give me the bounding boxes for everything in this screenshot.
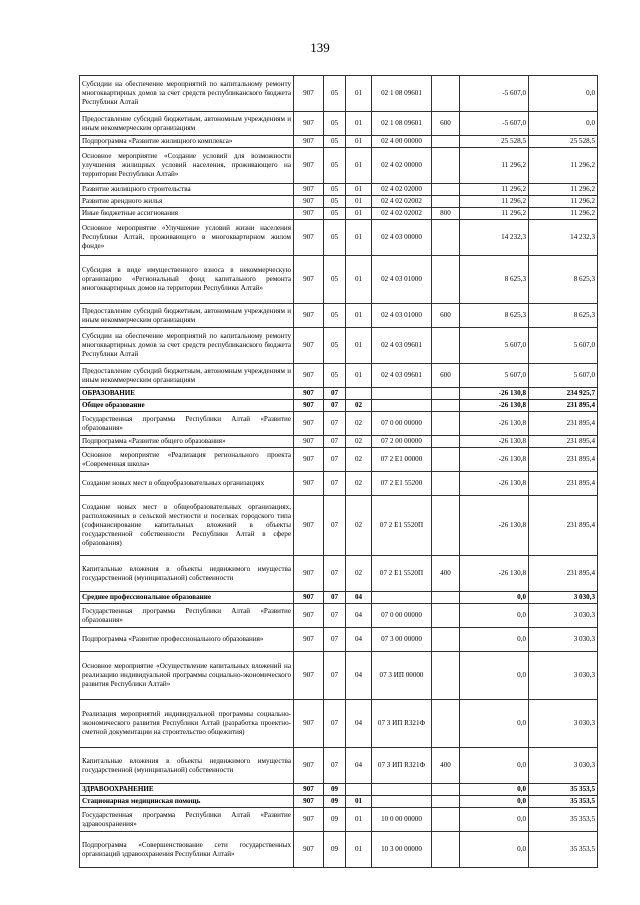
row-csr: 07 2 E1 00000 [372,448,432,472]
row-rz: 07 [324,652,346,700]
table-row [80,208,598,220]
row-csr: 02 1 08 09601 [372,112,432,136]
row-vr [432,472,460,496]
row-name: Предоставление субсидий бюджетным, автономным учреждениям и иным некоммерческим организациям [80,364,294,388]
row-name: Развитие жилищного строительства [80,184,294,196]
row-sum2: 5 607,0 [529,328,598,364]
row-name: Основное мероприятие «Улучшение условий жизни населения Республики Алтай, проживающего в многоквартирном жилом фонде» [80,220,294,256]
row-vr [432,136,460,148]
table-row [80,184,598,196]
row-vr [432,592,460,604]
row-rz: 05 [324,220,346,256]
row-sum1: 0,0 [460,832,529,868]
row-rz: 05 [324,148,346,184]
row-gr: 907 [294,364,324,388]
row-sum2: 3 030,3 [529,628,598,652]
table-row [80,652,598,700]
row-pr: 01 [346,184,372,196]
row-csr: 02 4 03 01000 [372,304,432,328]
row-vr [432,808,460,832]
row-name: Подпрограмма «Развитие общего образования» [80,436,294,448]
row-sum2: 3 030,3 [529,700,598,748]
row-sum1: 5 607,0 [460,328,529,364]
row-vr [432,388,460,400]
row-gr: 907 [294,148,324,184]
row-sum2: 231 895,4 [529,496,598,556]
table-row [80,448,598,472]
row-rz: 07 [324,628,346,652]
row-gr: 907 [294,76,324,112]
row-rz: 05 [324,184,346,196]
row-sum2: 11 296,2 [529,148,598,184]
row-name: Субсидии на обеспечение мероприятий по капитальному ремонту многоквартирных домов за счет средств республиканского бюджета Республики Алтай [80,328,294,364]
row-name: Субсидии на обеспечение мероприятий по капитальному ремонту многоквартирных домов за счет средств республиканского бюджета Республики Алтай [80,76,294,112]
row-csr: 07 2 E1 5520П [372,496,432,556]
table-row [80,472,598,496]
row-rz: 09 [324,796,346,808]
row-vr: 600 [432,364,460,388]
row-vr [432,196,460,208]
row-gr: 907 [294,328,324,364]
row-rz: 09 [324,808,346,832]
row-vr [432,328,460,364]
row-sum2: 231 895,4 [529,556,598,592]
row-pr: 01 [346,328,372,364]
row-name: Подпрограмма «Развитие жилищного комплекса» [80,136,294,148]
table-row [80,304,598,328]
row-sum1: 11 296,2 [460,208,529,220]
row-vr [432,76,460,112]
row-gr: 907 [294,388,324,400]
row-name: Капитальные вложения в объекты недвижимого имущества государственной (муниципальной) собственности [80,748,294,784]
row-csr: 02 4 03 00000 [372,220,432,256]
row-vr [432,220,460,256]
row-name: ЗДРАВООХРАНЕНИЕ [80,784,294,796]
table-row [80,256,598,304]
row-sum1: 25 528,5 [460,136,529,148]
row-name: Создание новых мест в общеобразовательных организациях, расположенных в сельской местности и поселках городского типа (софинансирование капитальных вложений в объекты государственной собственности Республики Алтай в сфере образования) [80,496,294,556]
row-csr: 07 3 ИП R321Ф [372,748,432,784]
row-vr [432,412,460,436]
table-row [80,412,598,436]
row-csr: 07 2 E1 55200 [372,472,432,496]
row-pr: 02 [346,412,372,436]
row-gr: 907 [294,796,324,808]
table-row [80,436,598,448]
row-rz: 07 [324,748,346,784]
row-sum2: 3 030,3 [529,592,598,604]
table-row [80,796,598,808]
row-csr [372,400,432,412]
row-rz: 07 [324,388,346,400]
row-gr: 907 [294,748,324,784]
table-row [80,700,598,748]
row-sum1: 8 625,3 [460,304,529,328]
row-sum1: 0,0 [460,796,529,808]
row-sum1: 11 296,2 [460,196,529,208]
row-gr: 907 [294,832,324,868]
row-sum1: 0,0 [460,808,529,832]
row-sum2: 3 030,3 [529,748,598,784]
table-row [80,112,598,136]
row-pr: 04 [346,592,372,604]
row-sum2: 11 296,2 [529,184,598,196]
row-sum2: 35 353,5 [529,784,598,796]
row-vr: 600 [432,112,460,136]
row-csr: 02 4 03 09601 [372,364,432,388]
row-sum2: 231 895,4 [529,448,598,472]
row-gr: 907 [294,472,324,496]
row-sum2: 3 030,3 [529,604,598,628]
row-rz: 05 [324,136,346,148]
row-gr: 907 [294,652,324,700]
row-gr: 907 [294,448,324,472]
row-rz: 07 [324,472,346,496]
row-vr [432,496,460,556]
row-sum1: 0,0 [460,592,529,604]
row-sum1: 11 296,2 [460,148,529,184]
row-sum2: 0,0 [529,112,598,136]
row-rz: 05 [324,328,346,364]
row-gr: 907 [294,808,324,832]
row-name: Основное мероприятие «Реализация регионального проекта «Современная школа» [80,448,294,472]
row-gr: 907 [294,436,324,448]
row-name: Развитие арендного жилья [80,196,294,208]
row-csr: 10 0 00 00000 [372,808,432,832]
row-name: Иные бюджетные ассигнования [80,208,294,220]
row-pr: 01 [346,364,372,388]
table-row [80,76,598,112]
row-sum2: 0,0 [529,76,598,112]
row-pr: 02 [346,400,372,412]
row-csr: 02 4 03 09601 [372,328,432,364]
row-gr: 907 [294,304,324,328]
row-name: Государственная программа Республики Алтай «Развитие образования» [80,412,294,436]
row-pr: 04 [346,604,372,628]
row-csr: 02 4 03 01000 [372,256,432,304]
row-sum1: 0,0 [460,652,529,700]
row-name: Основное мероприятие «Осуществление капитальных вложений на реализацию индивидуальной программы социально-экономического развития Республики Алтай» [80,652,294,700]
row-gr: 907 [294,256,324,304]
row-sum1: -5 607,0 [460,76,529,112]
row-vr [432,148,460,184]
row-pr: 04 [346,700,372,748]
row-sum1: 0,0 [460,784,529,796]
row-gr: 907 [294,208,324,220]
row-csr: 07 2 00 00000 [372,436,432,448]
row-name: Основное мероприятие «Создание условий для возможности улучшения жилищных условий населения, проживающего на территории Республики Алтай» [80,148,294,184]
row-csr [372,388,432,400]
row-sum1: -26 130,8 [460,556,529,592]
row-name: Подпрограмма «Совершенствование сети государственных организаций здравоохранения Республики Алтай» [80,832,294,868]
row-sum2: 35 353,5 [529,832,598,868]
table-row [80,388,598,400]
row-name: Государственная программа Республики Алтай «Развитие здравоохранения» [80,808,294,832]
row-vr [432,628,460,652]
row-vr [432,256,460,304]
row-rz: 09 [324,832,346,868]
table-row [80,148,598,184]
row-sum2: 25 528,5 [529,136,598,148]
row-csr [372,796,432,808]
row-vr [432,796,460,808]
row-sum1: -26 130,8 [460,436,529,448]
row-vr: 400 [432,748,460,784]
row-pr [346,784,372,796]
row-pr: 01 [346,796,372,808]
row-sum2: 5 607,0 [529,364,598,388]
row-name: Стационарная медицинская помощь [80,796,294,808]
row-pr: 04 [346,652,372,700]
row-rz: 07 [324,400,346,412]
row-csr: 02 4 02 00000 [372,148,432,184]
row-rz: 07 [324,556,346,592]
row-rz: 07 [324,700,346,748]
row-vr [432,784,460,796]
table-row [80,628,598,652]
row-pr: 04 [346,748,372,784]
row-name: Капитальные вложения в объекты недвижимого имущества государственной (муниципальной) собственности [80,556,294,592]
row-sum1: -26 130,8 [460,412,529,436]
row-rz: 07 [324,448,346,472]
row-pr: 02 [346,472,372,496]
row-sum1: -26 130,8 [460,448,529,472]
row-sum1: -26 130,8 [460,400,529,412]
row-vr: 400 [432,556,460,592]
row-sum2: 231 895,4 [529,412,598,436]
page-number: 139 [310,40,330,55]
row-rz: 07 [324,496,346,556]
row-sum1: 5 607,0 [460,364,529,388]
row-gr: 907 [294,136,324,148]
row-sum2: 11 296,2 [529,196,598,208]
row-csr: 07 0 00 00000 [372,604,432,628]
table-row [80,136,598,148]
row-rz: 05 [324,208,346,220]
row-sum2: 35 353,5 [529,796,598,808]
row-sum1: -26 130,8 [460,496,529,556]
row-sum1: -5 607,0 [460,112,529,136]
row-sum1: 11 296,2 [460,184,529,196]
row-sum1: 14 232,3 [460,220,529,256]
row-name: Реализация мероприятий индивидуальной программы социально-экономического развития Республики Алтай (разработка проектно-сметной документации на строительство общежития) [80,700,294,748]
row-sum1: 0,0 [460,628,529,652]
table-row [80,556,598,592]
budget-table [79,75,598,868]
row-gr: 907 [294,220,324,256]
row-sum2: 231 895,4 [529,472,598,496]
row-sum1: 0,0 [460,604,529,628]
row-rz: 05 [324,364,346,388]
row-csr [372,784,432,796]
row-gr: 907 [294,400,324,412]
table-row [80,748,598,784]
table-row [80,196,598,208]
row-pr [346,388,372,400]
row-sum2: 14 232,3 [529,220,598,256]
row-name: Среднее профессиональное образование [80,592,294,604]
row-sum1: 8 625,3 [460,256,529,304]
row-csr: 07 0 00 00000 [372,412,432,436]
row-pr: 02 [346,496,372,556]
row-rz: 09 [324,784,346,796]
row-name: Подпрограмма «Развитие профессионального образования» [80,628,294,652]
row-rz: 07 [324,436,346,448]
row-csr: 02 4 02 02002 [372,208,432,220]
row-pr: 01 [346,76,372,112]
row-name: Предоставление субсидий бюджетным, автономным учреждениям и иным некоммерческим организациям [80,112,294,136]
row-vr: 600 [432,304,460,328]
row-vr: 800 [432,208,460,220]
row-gr: 907 [294,784,324,796]
row-rz: 07 [324,412,346,436]
row-gr: 907 [294,604,324,628]
row-pr: 01 [346,208,372,220]
row-sum2: 35 353,5 [529,808,598,832]
row-vr [432,652,460,700]
row-pr: 01 [346,832,372,868]
row-vr [432,832,460,868]
row-csr: 02 1 08 09601 [372,76,432,112]
row-name: Субсидия в виде имущественного взноса в некоммерческую организацию «Региональный фонд капитального ремонта многоквартирных домов на территории Республики Алтай» [80,256,294,304]
row-csr: 07 3 ИП 00000 [372,652,432,700]
row-vr [432,700,460,748]
row-sum1: -26 130,8 [460,472,529,496]
row-vr [432,436,460,448]
row-rz: 07 [324,604,346,628]
row-pr: 02 [346,556,372,592]
row-name: Создание новых мест в общеобразовательных организациях [80,472,294,496]
table-row [80,364,598,388]
row-gr: 907 [294,112,324,136]
row-gr: 907 [294,496,324,556]
row-sum2: 231 895,4 [529,436,598,448]
table-row [80,832,598,868]
table-row [80,220,598,256]
row-csr: 02 4 02 02002 [372,196,432,208]
row-sum2: 3 030,3 [529,652,598,700]
row-csr: 02 4 02 02000 [372,184,432,196]
row-rz: 05 [324,304,346,328]
table-row [80,400,598,412]
row-vr [432,184,460,196]
row-pr: 01 [346,256,372,304]
row-sum1: 0,0 [460,748,529,784]
row-pr: 01 [346,304,372,328]
row-pr: 02 [346,448,372,472]
row-csr: 02 4 00 00000 [372,136,432,148]
row-gr: 907 [294,628,324,652]
table-row [80,496,598,556]
row-pr: 02 [346,436,372,448]
table-row [80,784,598,796]
row-name: Государственная программа Республики Алтай «Развитие образования» [80,604,294,628]
row-rz: 05 [324,76,346,112]
row-csr: 07 3 00 00000 [372,628,432,652]
row-sum2: 8 625,3 [529,256,598,304]
row-rz: 07 [324,592,346,604]
row-csr [372,592,432,604]
row-gr: 907 [294,184,324,196]
row-sum2: 11 296,2 [529,208,598,220]
row-vr [432,604,460,628]
row-pr: 01 [346,808,372,832]
row-name: Общее образование [80,400,294,412]
row-rz: 05 [324,256,346,304]
row-name: ОБРАЗОВАНИЕ [80,388,294,400]
row-pr: 01 [346,148,372,184]
row-pr: 01 [346,136,372,148]
row-sum1: 0,0 [460,700,529,748]
row-vr [432,448,460,472]
row-pr: 01 [346,220,372,256]
row-gr: 907 [294,700,324,748]
row-gr: 907 [294,556,324,592]
table-row [80,592,598,604]
row-vr [432,400,460,412]
row-csr: 07 2 E1 5520П [372,556,432,592]
row-pr: 01 [346,196,372,208]
row-gr: 907 [294,592,324,604]
table-row [80,604,598,628]
row-name: Предоставление субсидий бюджетным, автономным учреждениям и иным некоммерческим организациям [80,304,294,328]
row-rz: 05 [324,112,346,136]
row-sum2: 234 925,7 [529,388,598,400]
row-sum2: 231 895,4 [529,400,598,412]
row-pr: 04 [346,628,372,652]
row-gr: 907 [294,412,324,436]
row-csr: 10 3 00 00000 [372,832,432,868]
row-pr: 01 [346,112,372,136]
table-row [80,808,598,832]
row-sum2: 8 625,3 [529,304,598,328]
row-gr: 907 [294,196,324,208]
table-row [80,328,598,364]
row-sum1: -26 130,8 [460,388,529,400]
row-rz: 05 [324,196,346,208]
row-csr: 07 3 ИП R321Ф [372,700,432,748]
